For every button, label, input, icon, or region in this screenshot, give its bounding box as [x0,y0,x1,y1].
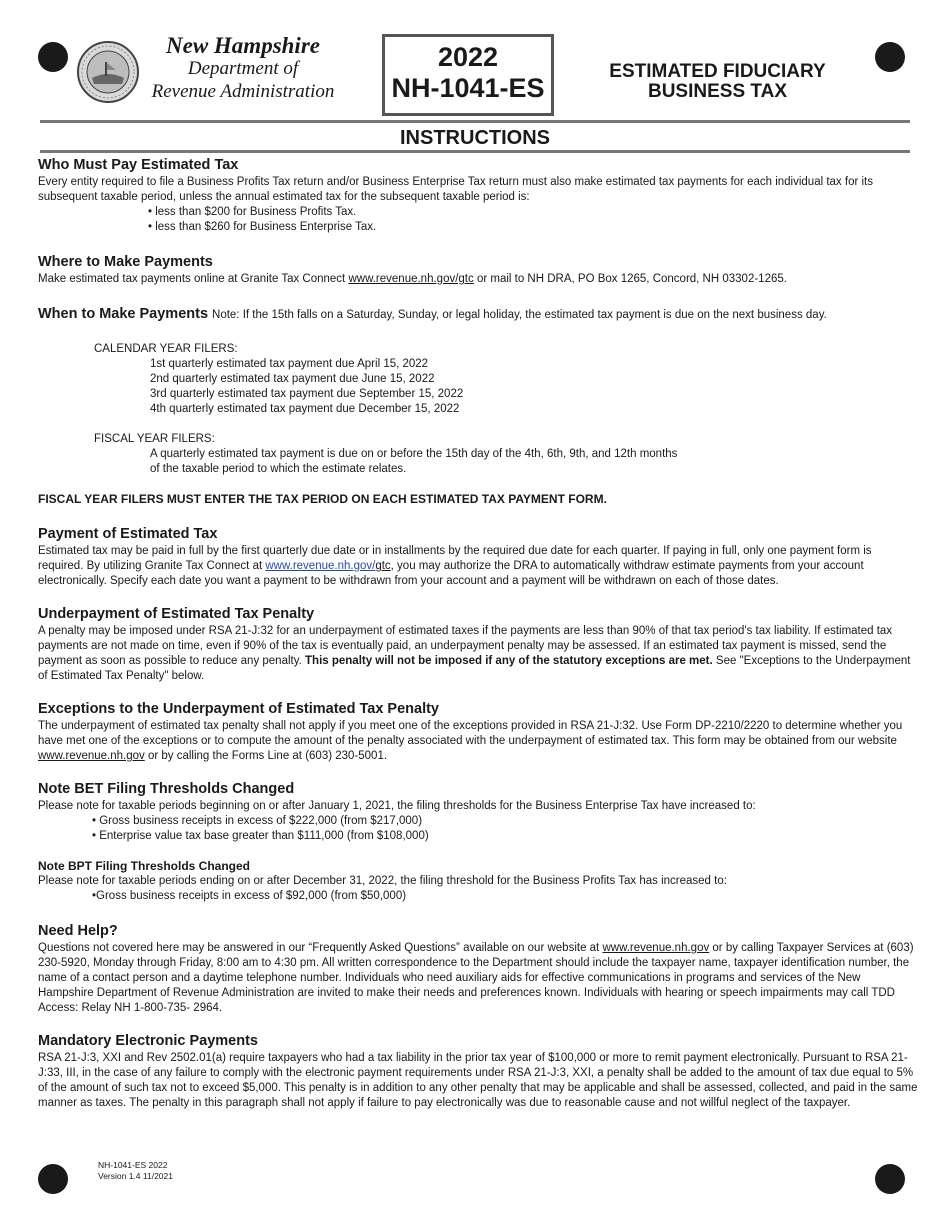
text-span: , you may authorize the DRA to automatically withdraw estimate payments from your account electronically. Specify each date you want a payment to be withdrawn from your account and a payment will be withdrawn on each of those dates. [38,560,864,587]
who-must-pay-heading: Who Must Pay Estimated Tax [38,157,239,173]
text-span: A penalty may be imposed under RSA 21-J:32 for an underpayment of estimated taxes if the payments are less than 90% of that tax period's tax liability. If estimated tax payments are not made on time, even if 90% of the tax is eventually paid, an underpayment penalty may be assessed. If an estimated tax payment is missed, send the payment as soon as possible to reduce any penalty. [38,625,893,667]
mandatory-text: RSA 21-J:3, XXI and Rev 2502.01(a) require taxpayers who had a tax liability in the prior tax year of $100,000 or more to remit payment electronically. Pursuant to RSA 21-J:33, III, in the case of any failure to comply with the electronic payment requirements under RSA 21-J:3, XXI, a penalty shall be added to the amount of tax due equal to 5% of the amount of such tax not to exceed $5,000. This penalty is in addition to any other penalty that may be applicable and shall be assessed, collected, and paid in the same manner as taxes. The penalty in this paragraph shall not apply if failure to pay electronically was due to reasonable cause and not willful neglect of the taxpayer. [38,1052,918,1109]
where-to-pay-heading: Where to Make Payments [38,254,213,270]
registration-mark-bottom-right [875,1164,905,1194]
revenue-website-link[interactable]: www.revenue.nh.gov [38,750,145,762]
gtc-link[interactable]: www.revenue.nh.gov/gtc [348,273,474,285]
who-must-pay-text: Every entity required to file a Business Profits Tax return and/or Business Enterprise Tax return must also make estimated tax payments for each individual tax for its subsequent taxable period, unless the annual estimated tax for the subsequent taxable period is: [38,176,873,203]
section-bpt-thresholds [38,858,918,904]
exceptions-heading: Exceptions to the Underpayment of Estimated Tax Penalty [38,701,439,717]
fiscal-filers-line2: of the taxable period to which the estimate relates. [150,463,407,475]
text-span: The underpayment of estimated tax penalty shall not apply if you meet one of the exceptions provided in RSA 21-J:32. Use Form DP-2210/2220 to determine whether you have met one of the exceptions or to compute the amount of the penalty associated with the underpayment of estimated tax. This form may be obtained from our website [38,720,903,747]
underpayment-heading: Underpayment of Estimated Tax Penalty [38,606,315,622]
payment-text [38,544,918,589]
when-to-pay-heading: When to Make Payments [38,306,209,322]
bpt-thresholds-text: Please note for taxable periods ending on or after December 31, 2022, the filing threshold for the Business Profits Tax has increased to: [38,875,727,887]
agency-name [138,34,348,103]
form-title-line2: BUSINESS TAX [647,81,787,102]
section-need-help [38,922,918,1016]
bpt-thresholds-heading: Note BPT Filing Thresholds Changed [38,859,251,873]
fiscal-filers-line1: A quarterly estimated tax payment is due on or before the 15th day of the 4th, 6th, 9th, and 12th months [150,448,678,460]
where-to-pay-text [38,272,918,287]
instructions-heading: INSTRUCTIONS [400,127,550,149]
agency-dept-line2: Revenue Administration [151,81,335,102]
list-item: 2nd quarterly estimated tax payment due June 15, 2022 [150,373,435,385]
form-year: 2022 [437,42,499,72]
header-divider-top [40,120,910,123]
form-number: NH-1041-ES [391,73,545,103]
instructions-body [38,156,918,1123]
gtc-link-suffix[interactable]: gtc [375,560,391,572]
registration-mark-top-left [38,42,68,72]
text-span: or by calling Taxpayer Services at (603) 230-5920, Monday through Friday, 8:00 am to 4:30 pm. All written correspondence to the Department should include the taxpayer name, taxpayer identification number, the name of a contact person and a daytime telephone number. Individuals who need auxiliary aids for effective communications in programs and services of the New Hampshire Department of Revenue Administration are invited to make their needs and preferences known. Individuals with hearing or speech impairments may call TDD Access: Relay NH 1-800-735- 2964. [38,942,914,1014]
footer-form-id: NH-1041-ES 2022 [98,1160,168,1170]
list-item: 4th quarterly estimated tax payment due December 15, 2022 [150,403,460,415]
section-when-to-pay [38,305,918,507]
list-item: • Enterprise value tax base greater than $111,000 (from $108,000) [92,830,429,842]
revenue-website-link[interactable]: www.revenue.nh.gov [602,942,710,954]
exceptions-text [38,719,918,764]
section-underpayment [38,605,918,684]
bet-thresholds-text: Please note for taxable periods beginning on or after January 1, 2021, the filing thresholds for the Business Enterprise Tax have increased to: [38,800,756,812]
registration-mark-top-right [875,42,905,72]
state-seal-icon [76,40,140,104]
section-exceptions [38,700,918,764]
list-item: • Gross business receipts in excess of $222,000 (from $217,000) [92,815,423,827]
fiscal-filers-notice: FISCAL YEAR FILERS MUST ENTER THE TAX PERIOD ON EACH ESTIMATED TAX PAYMENT FORM. [38,492,607,506]
agency-state: New Hampshire [166,33,320,58]
section-where-to-pay [38,253,918,287]
header-divider-bottom [40,150,910,153]
need-help-text [38,941,918,1016]
section-who-must-pay [38,156,918,235]
form-title [585,62,850,102]
form-title-line1: ESTIMATED FIDUCIARY [609,61,826,82]
list-item: •Gross business receipts in excess of $92,000 (from $50,000) [92,890,407,902]
footer-version: Version 1.4 11/2021 [98,1171,173,1181]
text-span: See "Exceptions to the Underpayment of Estimated Tax Penalty" below. [38,655,911,682]
text-span: or mail to NH DRA, PO Box 1265, Concord, NH 03302-1265. [473,273,787,285]
list-item: 3rd quarterly estimated tax payment due September 15, 2022 [150,388,464,400]
list-item: 1st quarterly estimated tax payment due April 15, 2022 [150,358,429,370]
text-span: or by calling the Forms Line at (603) 230-5001. [144,750,388,762]
page-footer [98,1160,173,1182]
registration-mark-bottom-left [38,1164,68,1194]
list-item: • less than $200 for Business Profits Tax. [148,206,357,218]
section-payment [38,525,918,589]
mandatory-heading: Mandatory Electronic Payments [38,1033,258,1049]
text-span: Questions not covered here may be answered in our “Frequently Asked Questions” available on our website at [38,942,603,954]
section-bet-thresholds [38,780,918,844]
list-item: • less than $260 for Business Enterprise Tax. [148,221,377,233]
bet-thresholds-heading: Note BET Filing Thresholds Changed [38,781,295,797]
agency-dept-line1: Department of [187,58,299,79]
text-span: Estimated tax may be paid in full by the first quarterly due date or in installments by the required due date for each quarter. If paying in full, only one payment form is required. By utilizing Granite Tax Connect at [38,545,872,572]
underpayment-bold-text: This penalty will not be imposed if any of the statutory exceptions are met. [305,655,713,667]
fiscal-filers-label: FISCAL YEAR FILERS: [94,433,215,445]
need-help-heading: Need Help? [38,923,118,939]
when-to-pay-note: Note: If the 15th falls on a Saturday, Sunday, or legal holiday, the estimated tax payment is due on the next business day. [212,309,827,321]
section-mandatory-electronic [38,1032,918,1111]
calendar-filers-label: CALENDAR YEAR FILERS: [94,343,238,355]
underpayment-text [38,624,918,684]
text-span: Make estimated tax payments online at Granite Tax Connect [38,273,349,285]
payment-heading: Payment of Estimated Tax [38,526,218,542]
form-id-box [382,34,554,116]
gtc-link[interactable]: www.revenue.nh.gov/ [265,560,376,572]
